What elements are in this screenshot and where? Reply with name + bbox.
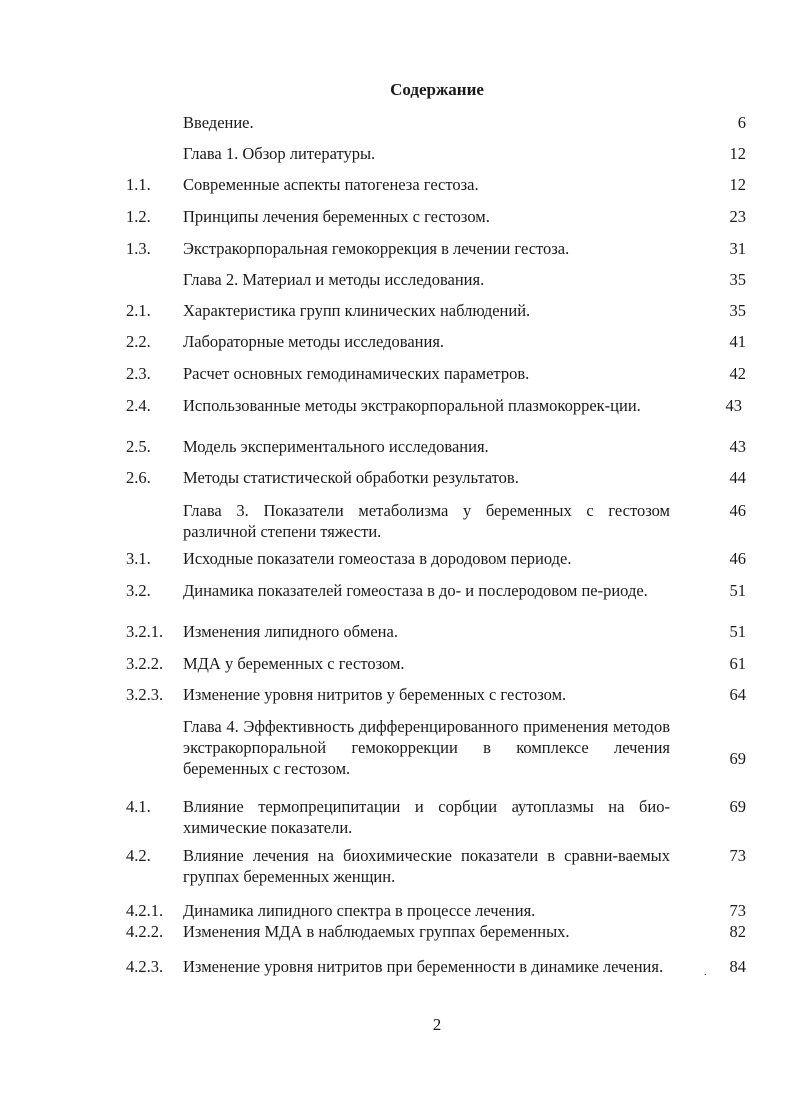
toc-entry-text: Экстракорпоральная гемокоррекция в лечении гестоза. <box>183 239 570 258</box>
toc-entry-text: Влияние лечения на биохимические показатели в сравни-ваемых группах беременных женщин. <box>183 846 670 886</box>
toc-entry-text: Расчет основных гемодинамических параметров. <box>183 364 530 383</box>
toc-entry-page: 73 <box>729 901 746 920</box>
toc-entry-number: 3.2.3. <box>126 685 164 704</box>
toc-entry-text: Методы статистической обработки результатов. <box>183 468 519 487</box>
toc-entry-number: 4.2.2. <box>126 922 164 941</box>
toc-entry-page: 46 <box>729 501 746 520</box>
toc-entry-number: 3.2. <box>126 581 151 600</box>
toc-entry-text: Изменение уровня нитритов у беременных с гестозом. <box>183 685 567 704</box>
toc-entry-number: 3.2.2. <box>126 654 164 673</box>
toc-entry-text: Принципы лечения беременных с гестозом. <box>183 207 490 226</box>
toc-entry-page: 69 <box>729 749 746 768</box>
toc-entry-page: 23 <box>729 207 746 226</box>
toc-entry-number: 3.2.1. <box>126 622 164 641</box>
toc-entry-page: 43 <box>725 396 742 415</box>
toc-entry-page: 82 <box>729 922 746 941</box>
toc-entry-text: Изменение уровня нитритов при беременности в динамике лечения. <box>183 957 664 976</box>
toc-entry-text: Модель экспериментального исследования. <box>183 437 489 456</box>
toc-entry-number: 2.5. <box>126 437 151 456</box>
toc-entry-page: 51 <box>729 622 746 641</box>
toc-entry-page: 64 <box>729 685 746 704</box>
toc-entry-number: 4.2.1. <box>126 901 164 920</box>
toc-entry-text: МДА у беременных с гестозом. <box>183 654 405 673</box>
toc-entry-page: 35 <box>729 301 746 320</box>
toc-entry-page: 73 <box>729 846 746 865</box>
toc-entry-number: 4.1. <box>126 797 151 816</box>
toc-entry-page: 46 <box>729 549 746 568</box>
toc-entry-page: 51 <box>729 581 746 600</box>
toc-entry-text: Использованные методы экстракорпоральной плазмокоррек-ции. <box>183 396 641 415</box>
toc-entry-number: 1.2. <box>126 207 151 226</box>
toc-entry-page: 6 <box>737 113 746 132</box>
toc-entry-text: Изменения МДА в наблюдаемых группах беременных. <box>183 922 570 941</box>
toc-entry-text: Глава 2. Материал и методы исследования. <box>183 270 485 289</box>
toc-entry-page: 31 <box>729 239 746 258</box>
toc-entry-page: 12 <box>729 144 746 163</box>
toc-entry-number: 2.4. <box>126 396 151 415</box>
toc-entry-text: Глава 4. Эффективность дифференцированного применения методов экстракорпоральной гемокоррекции в комплексе лечения беременных с гестозом. <box>183 717 670 778</box>
toc-entry-text: Динамика липидного спектра в процессе лечения. <box>183 901 536 920</box>
toc-entry-page: 69 <box>729 797 746 816</box>
toc-entry-text: Влияние термопреципитации и сорбции аутоплазмы на био-химические показатели. <box>183 797 670 837</box>
toc-title: Содержание <box>390 80 484 99</box>
toc-entry-number: 2.6. <box>126 468 151 487</box>
toc-entry-number: 1.1. <box>126 175 151 194</box>
toc-entry-page: 44 <box>729 468 746 487</box>
toc-entry-text: Современные аспекты патогенеза гестоза. <box>183 175 479 194</box>
toc-entry-page: 42 <box>729 364 746 383</box>
toc-entry-number: 2.2. <box>126 332 151 351</box>
toc-entry-text: Глава 3. Показатели метаболизма у беременных с гестозом различной степени тяжести. <box>183 501 670 541</box>
toc-entry-page: 41 <box>729 332 746 351</box>
toc-entry-page: 84 <box>729 957 746 976</box>
toc-entry-number: 4.2.3. <box>126 957 164 976</box>
toc-entry-text: Характеристика групп клинических наблюдений. <box>183 301 531 320</box>
toc-entry-text: Глава 1. Обзор литературы. <box>183 144 376 163</box>
stray-dot-mark: . <box>704 967 707 978</box>
toc-entry-page: 35 <box>729 270 746 289</box>
toc-entry-text: Изменения липидного обмена. <box>183 622 398 641</box>
page-number: 2 <box>432 1015 442 1034</box>
toc-entry-number: 3.1. <box>126 549 151 568</box>
toc-entry-number: 2.1. <box>126 301 151 320</box>
toc-entry-text: Исходные показатели гомеостаза в дородовом периоде. <box>183 549 572 568</box>
toc-entry-number: 4.2. <box>126 846 151 865</box>
toc-entry-text: Лабораторные методы исследования. <box>183 332 445 351</box>
toc-entry-text: Введение. <box>183 113 254 132</box>
toc-entry-page: 43 <box>729 437 746 456</box>
toc-entry-page: 61 <box>729 654 746 673</box>
toc-entry-number: 1.3. <box>126 239 151 258</box>
toc-entry-text: Динамика показателей гомеостаза в до- и послеродовом пе-риоде. <box>183 581 648 600</box>
toc-entry-number: 2.3. <box>126 364 151 383</box>
toc-entry-page: 12 <box>729 175 746 194</box>
